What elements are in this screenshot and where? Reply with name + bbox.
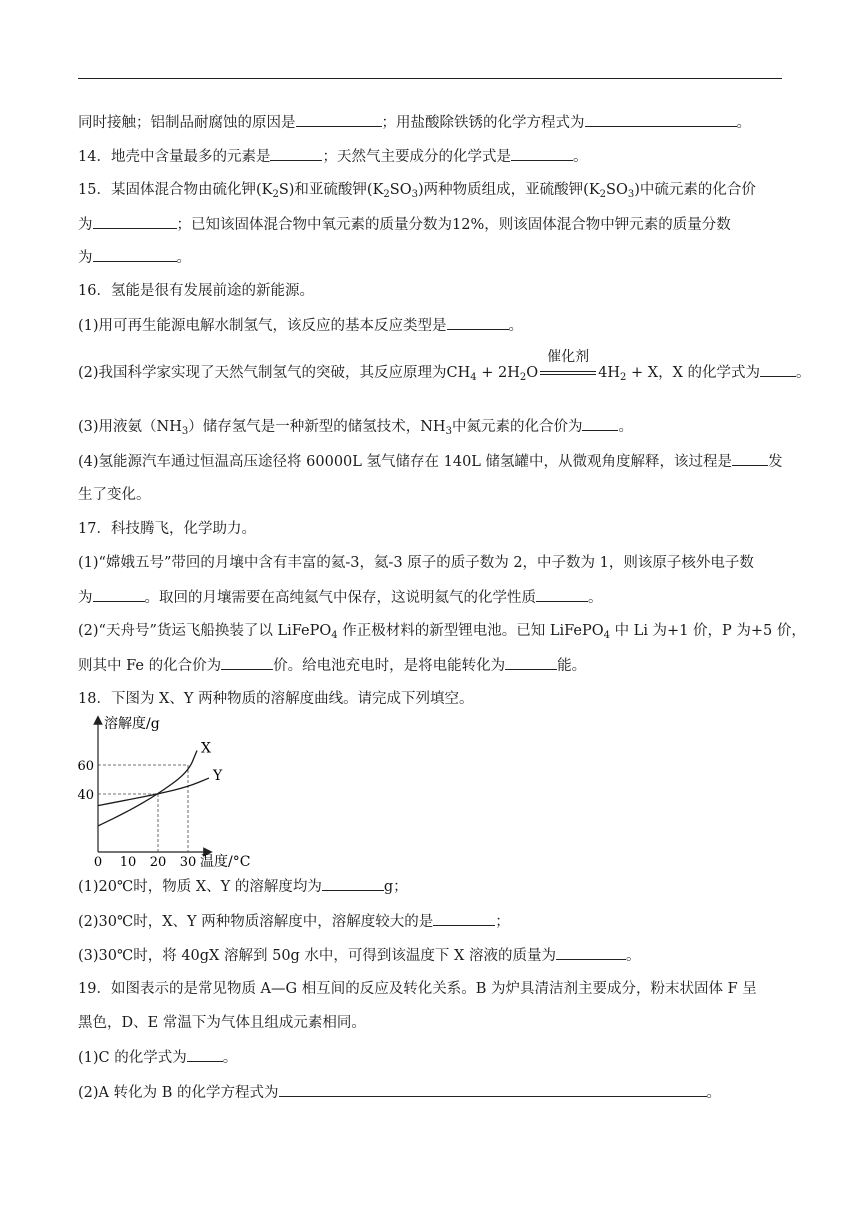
answer-blank[interactable]	[732, 451, 768, 466]
answer-blank[interactable]	[322, 876, 384, 891]
text: ；已知该固体混合物中氧元素的质量分数为12%，则该固体混合物中钾元素的质量分数	[176, 217, 731, 233]
text: ；用盐酸除铁锈的化学方程式为	[381, 115, 585, 131]
text: S)和亚硫酸钾(K	[278, 182, 384, 198]
catalyst-arrow	[538, 349, 598, 383]
subscript: 4	[470, 372, 477, 383]
answer-blank[interactable]	[279, 1082, 707, 1097]
answer-blank[interactable]	[270, 146, 322, 161]
text: 中 Li 为+1 价，P 为+5 价，	[609, 623, 806, 639]
question-18-title: 18．下图为 X、Y 两种物质的溶解度曲线。请完成下列填空。	[78, 691, 474, 707]
answer-blank[interactable]	[505, 655, 557, 670]
header-rule	[78, 78, 782, 79]
text: 作正极材料的新型锂电池。已知 LiFePO	[337, 623, 604, 639]
subscript: 4	[331, 630, 338, 641]
y-tick-60: 60	[77, 759, 94, 774]
curves	[98, 741, 223, 826]
question-19-part-1	[78, 1047, 782, 1068]
text: (1)C 的化学式为	[78, 1050, 187, 1066]
answer-blank[interactable]	[221, 655, 273, 670]
text: 4H	[598, 365, 621, 381]
text: ；	[495, 914, 510, 930]
text: 。	[706, 1085, 721, 1101]
text: 中氮元素的化合价为	[451, 419, 583, 435]
text: 。	[736, 115, 751, 131]
question-14	[78, 146, 782, 167]
question-19-line-2: 黑色，D、E 常温下为气体且组成元素相同。	[78, 1015, 366, 1031]
answer-blank[interactable]	[433, 911, 495, 926]
text: 。	[618, 419, 633, 435]
question-16-part-2	[78, 349, 811, 388]
text: )中硫元素的化合价	[634, 182, 756, 198]
subscript: 3	[445, 426, 452, 437]
answer-blank[interactable]	[187, 1047, 223, 1062]
question-17-part-1-cont	[78, 587, 782, 608]
text: + X，X 的化学式为	[626, 365, 761, 381]
answer-blank[interactable]	[582, 416, 618, 431]
question-18-part-3	[78, 945, 782, 966]
text: 为	[78, 590, 93, 606]
text: 。	[176, 250, 191, 266]
question-16-part-4	[78, 451, 782, 472]
text: )两种物质组成，亚硫酸钾(K	[418, 182, 600, 198]
text: 为	[78, 217, 93, 233]
x-axis-label: 温度/°C	[200, 854, 251, 870]
answer-blank[interactable]	[585, 112, 737, 127]
series-label-Y: Y	[213, 768, 223, 785]
text: 同时接触；铝制品耐腐蚀的原因是	[78, 115, 296, 131]
subscript: 2	[599, 189, 607, 200]
question-15-line-3	[78, 247, 782, 268]
text: (3)用液氨（NH	[78, 419, 182, 435]
answer-blank[interactable]	[447, 315, 509, 330]
solubility-chart	[74, 714, 264, 870]
text: 。	[588, 590, 603, 606]
subscript: 2	[383, 189, 390, 200]
text: (2)30℃时，X、Y 两种物质溶解度中，溶解度较大的是	[78, 914, 434, 930]
answer-blank[interactable]	[556, 945, 626, 960]
text: ；天然气主要成分的化学式是	[322, 149, 511, 165]
question-16-part-3	[78, 416, 782, 442]
y-axis-label: 溶解度/g	[104, 716, 160, 732]
subscript: 2	[519, 372, 527, 383]
question-16-part-1	[78, 315, 782, 336]
text: 则其中 Fe 的化合价为	[78, 658, 222, 674]
text: 15．某固体混合物由硫化钾(K	[78, 182, 273, 198]
subscript: 3	[181, 426, 189, 437]
text: (1)用可再生能源电解水制氢气，该反应的基本反应类型是	[78, 318, 447, 334]
answer-blank[interactable]	[296, 112, 382, 127]
text: + 2H	[476, 365, 520, 381]
text: 。	[222, 1050, 238, 1066]
line-1	[78, 112, 782, 133]
answer-blank[interactable]	[511, 146, 573, 161]
text: 。	[625, 948, 641, 964]
x-tick-0: 0	[93, 855, 103, 870]
y-tick-40: 40	[77, 788, 94, 803]
text: (2)“天舟号”货运飞船换装了以 LiFePO	[78, 623, 332, 639]
x-tick-10: 10	[119, 855, 137, 870]
answer-blank[interactable]	[536, 587, 588, 602]
catalyst-label: 催化剂	[547, 349, 590, 365]
question-18-part-1	[78, 876, 782, 897]
equals-sign	[540, 371, 596, 375]
question-19-line-1: 19．如图表示的是常见物质 A—G 相互间的反应及转化关系。B 为炉具清洁剂主要成分，粉末状固体 F 呈	[78, 981, 757, 997]
series-label-X: X	[201, 740, 211, 757]
text: (2)A 转化为 B 的化学方程式为	[78, 1085, 279, 1101]
subscript: 2	[272, 189, 279, 200]
question-17-title: 17．科技腾飞，化学助力。	[78, 521, 256, 537]
subscript: 3	[411, 189, 418, 200]
subscript: 2	[620, 372, 627, 383]
text: 。	[572, 149, 588, 165]
x-tick-30: 30	[179, 855, 197, 870]
answer-blank[interactable]	[93, 214, 177, 229]
text: O	[526, 365, 539, 381]
guide-lines	[98, 765, 188, 852]
text: 。取回的月壤需要在高纯氦气中保存，这说明氦气的化学性质	[144, 590, 536, 606]
text: SO	[606, 182, 628, 198]
text: 为	[78, 250, 93, 266]
text: (4)氢能源汽车通过恒温高压途径将 60000L 氢气储存在 140L 储氢罐中，从微观角度解释，该过程是	[78, 454, 733, 470]
question-19-part-2	[78, 1082, 782, 1103]
text: 。	[508, 318, 524, 334]
text: (3)30℃时，将 40gX 溶解到 50g 水中，可得到该温度下 X 溶液的质量为	[78, 948, 556, 964]
question-16-part-4-cont: 生了变化。	[78, 487, 151, 503]
question-18-part-2	[78, 911, 782, 932]
text: ）储存氢气是一种新型的储氢技术，NH	[188, 419, 446, 435]
question-17-part-2-cont	[78, 655, 782, 676]
text: 。	[796, 365, 811, 381]
text: 发	[768, 454, 783, 470]
question-17-part-2	[78, 621, 806, 646]
answer-blank[interactable]	[93, 587, 145, 602]
text: SO	[389, 182, 412, 198]
text: 价。给电池充电时，是将电能转化为	[273, 658, 506, 674]
question-15-line-1	[78, 180, 782, 205]
question-16-title: 16．氢能是很有发展前途的新能源。	[78, 283, 314, 299]
question-15-line-2	[78, 214, 782, 235]
text: 14．地壳中含量最多的元素是	[78, 149, 271, 165]
ticks	[77, 759, 196, 870]
text: 能。	[557, 658, 587, 674]
subscript: 3	[627, 189, 635, 200]
text: g；	[383, 879, 408, 895]
text: (1)20℃时，物质 X、Y 的溶解度均为	[78, 879, 322, 895]
answer-blank[interactable]	[93, 247, 177, 262]
series-Y	[98, 778, 209, 806]
x-tick-20: 20	[149, 855, 167, 870]
answer-blank[interactable]	[760, 362, 796, 377]
subscript: 4	[603, 630, 610, 641]
question-17-part-1: (1)“嫦娥五号”带回的月壤中含有丰富的氦-3，氦-3 原子的质子数为 2，中子数为 1，则该原子核外电子数	[78, 555, 754, 571]
text: (2)我国科学家实现了天然气制氢气的突破，其反应原理为CH	[78, 365, 471, 381]
